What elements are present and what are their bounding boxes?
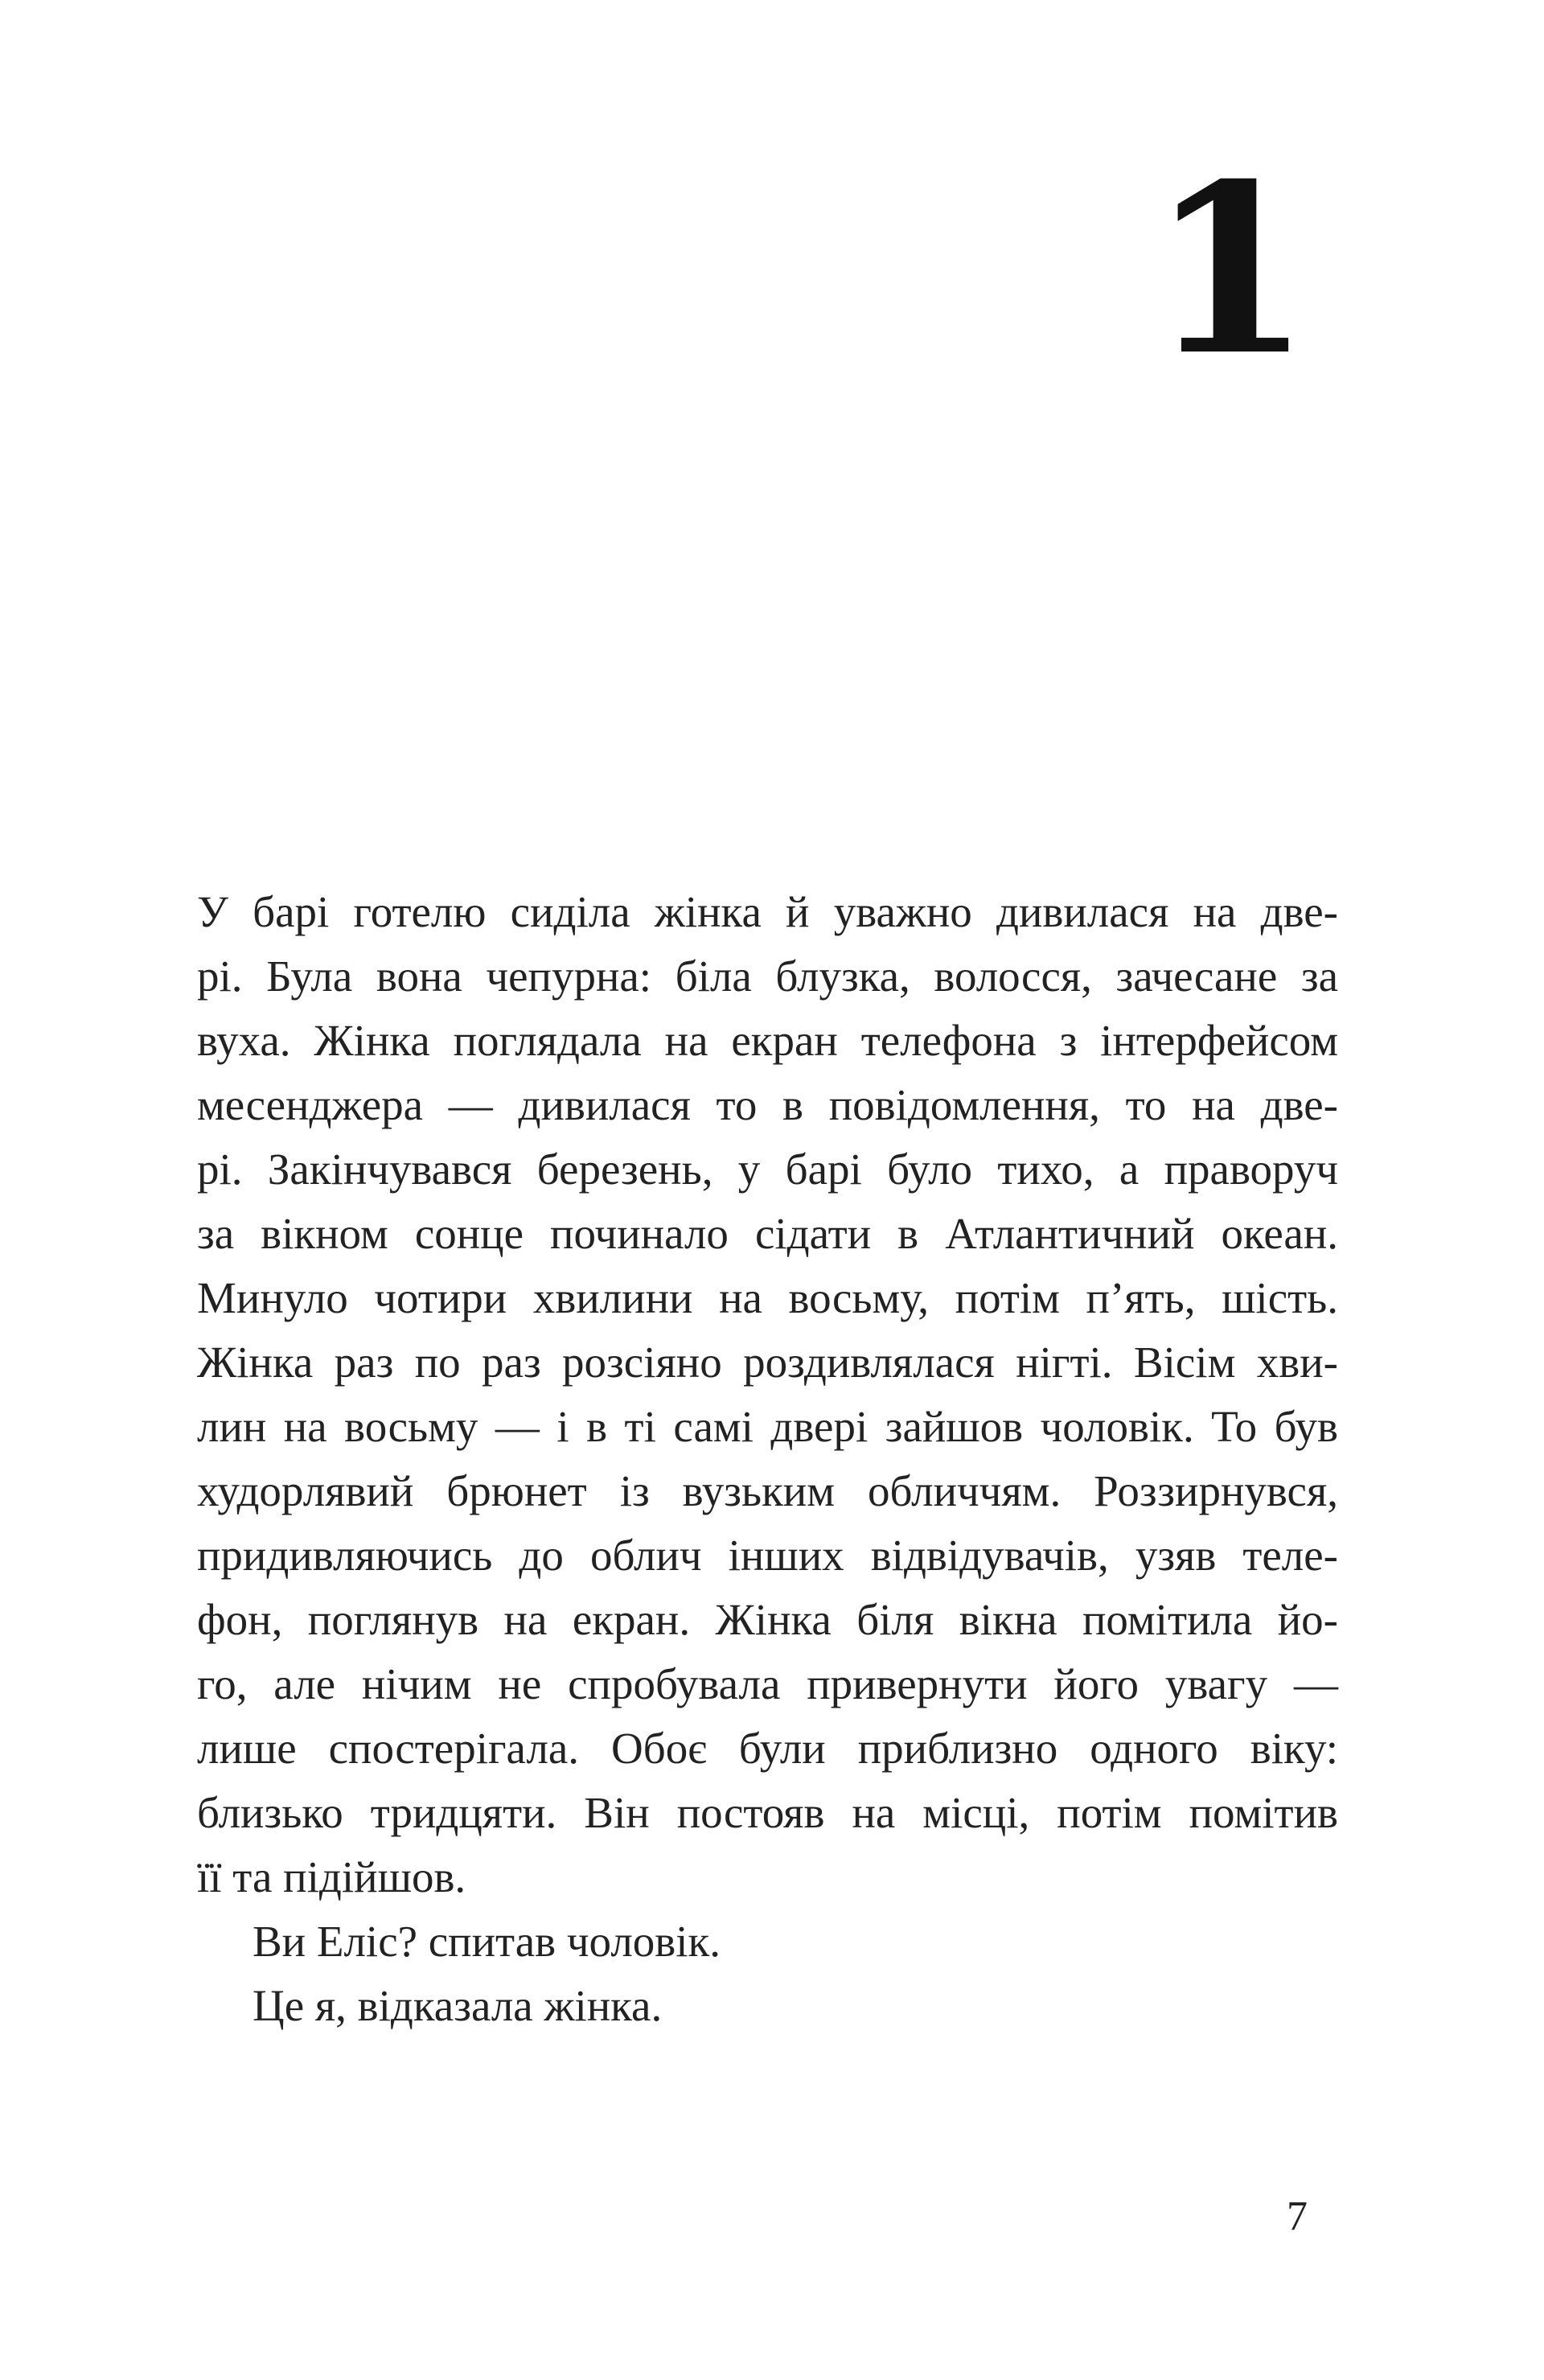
text-line: лин на восьму — і в ті самі двері зайшов чоловік. То був: [197, 1402, 1338, 1451]
dialogue-line: Це я, відказала жінка.: [253, 1981, 663, 2030]
text-line: Минуло чотири хвилини на восьму, потім п’ять, шість.: [197, 1273, 1338, 1322]
chapter-number: 1: [1149, 134, 1312, 407]
dialogue-line: Ви Еліс? спитав чоловік.: [253, 1917, 721, 1966]
text-line: фон, поглянув на екран. Жінка біля вікна помітила йо-: [197, 1595, 1338, 1644]
text-line: лише спостерігала. Обоє були приблизно одного віку:: [197, 1724, 1338, 1773]
page-number: 7: [1287, 2193, 1308, 2239]
text-line: месенджера — дивилася то в повідомлення, то на две-: [197, 1080, 1338, 1129]
text-line: вуха. Жінка поглядала на екран телефона з інтерфейсом: [197, 1016, 1338, 1065]
body-text-block: [197, 880, 1338, 2038]
text-line: її та підійшов.: [197, 1852, 466, 1901]
text-line: У барі готелю сиділа жінка й уважно дивилася на две-: [197, 887, 1338, 936]
text-line: го, але нічим не спробувала привернути його увагу —: [197, 1659, 1338, 1708]
text-line: худорлявий брюнет із вузьким обличчям. Роззирнувся,: [197, 1466, 1338, 1515]
text-line: придивляючись до облич інших відвідувачів, узяв теле-: [197, 1531, 1338, 1580]
text-line: за вікном сонце починало сідати в Атлантичний океан.: [197, 1209, 1338, 1258]
text-line: Жінка раз по раз розсіяно роздивлялася нігті. Вісім хви-: [197, 1338, 1338, 1387]
text-line: рі. Закінчувався березень, у барі було тихо, а праворуч: [197, 1145, 1338, 1194]
text-line: рі. Була вона чепурна: біла блузка, волосся, зачесане за: [197, 952, 1338, 1001]
text-line: близько тридцяти. Він постояв на місці, потім помітив: [197, 1788, 1338, 1837]
